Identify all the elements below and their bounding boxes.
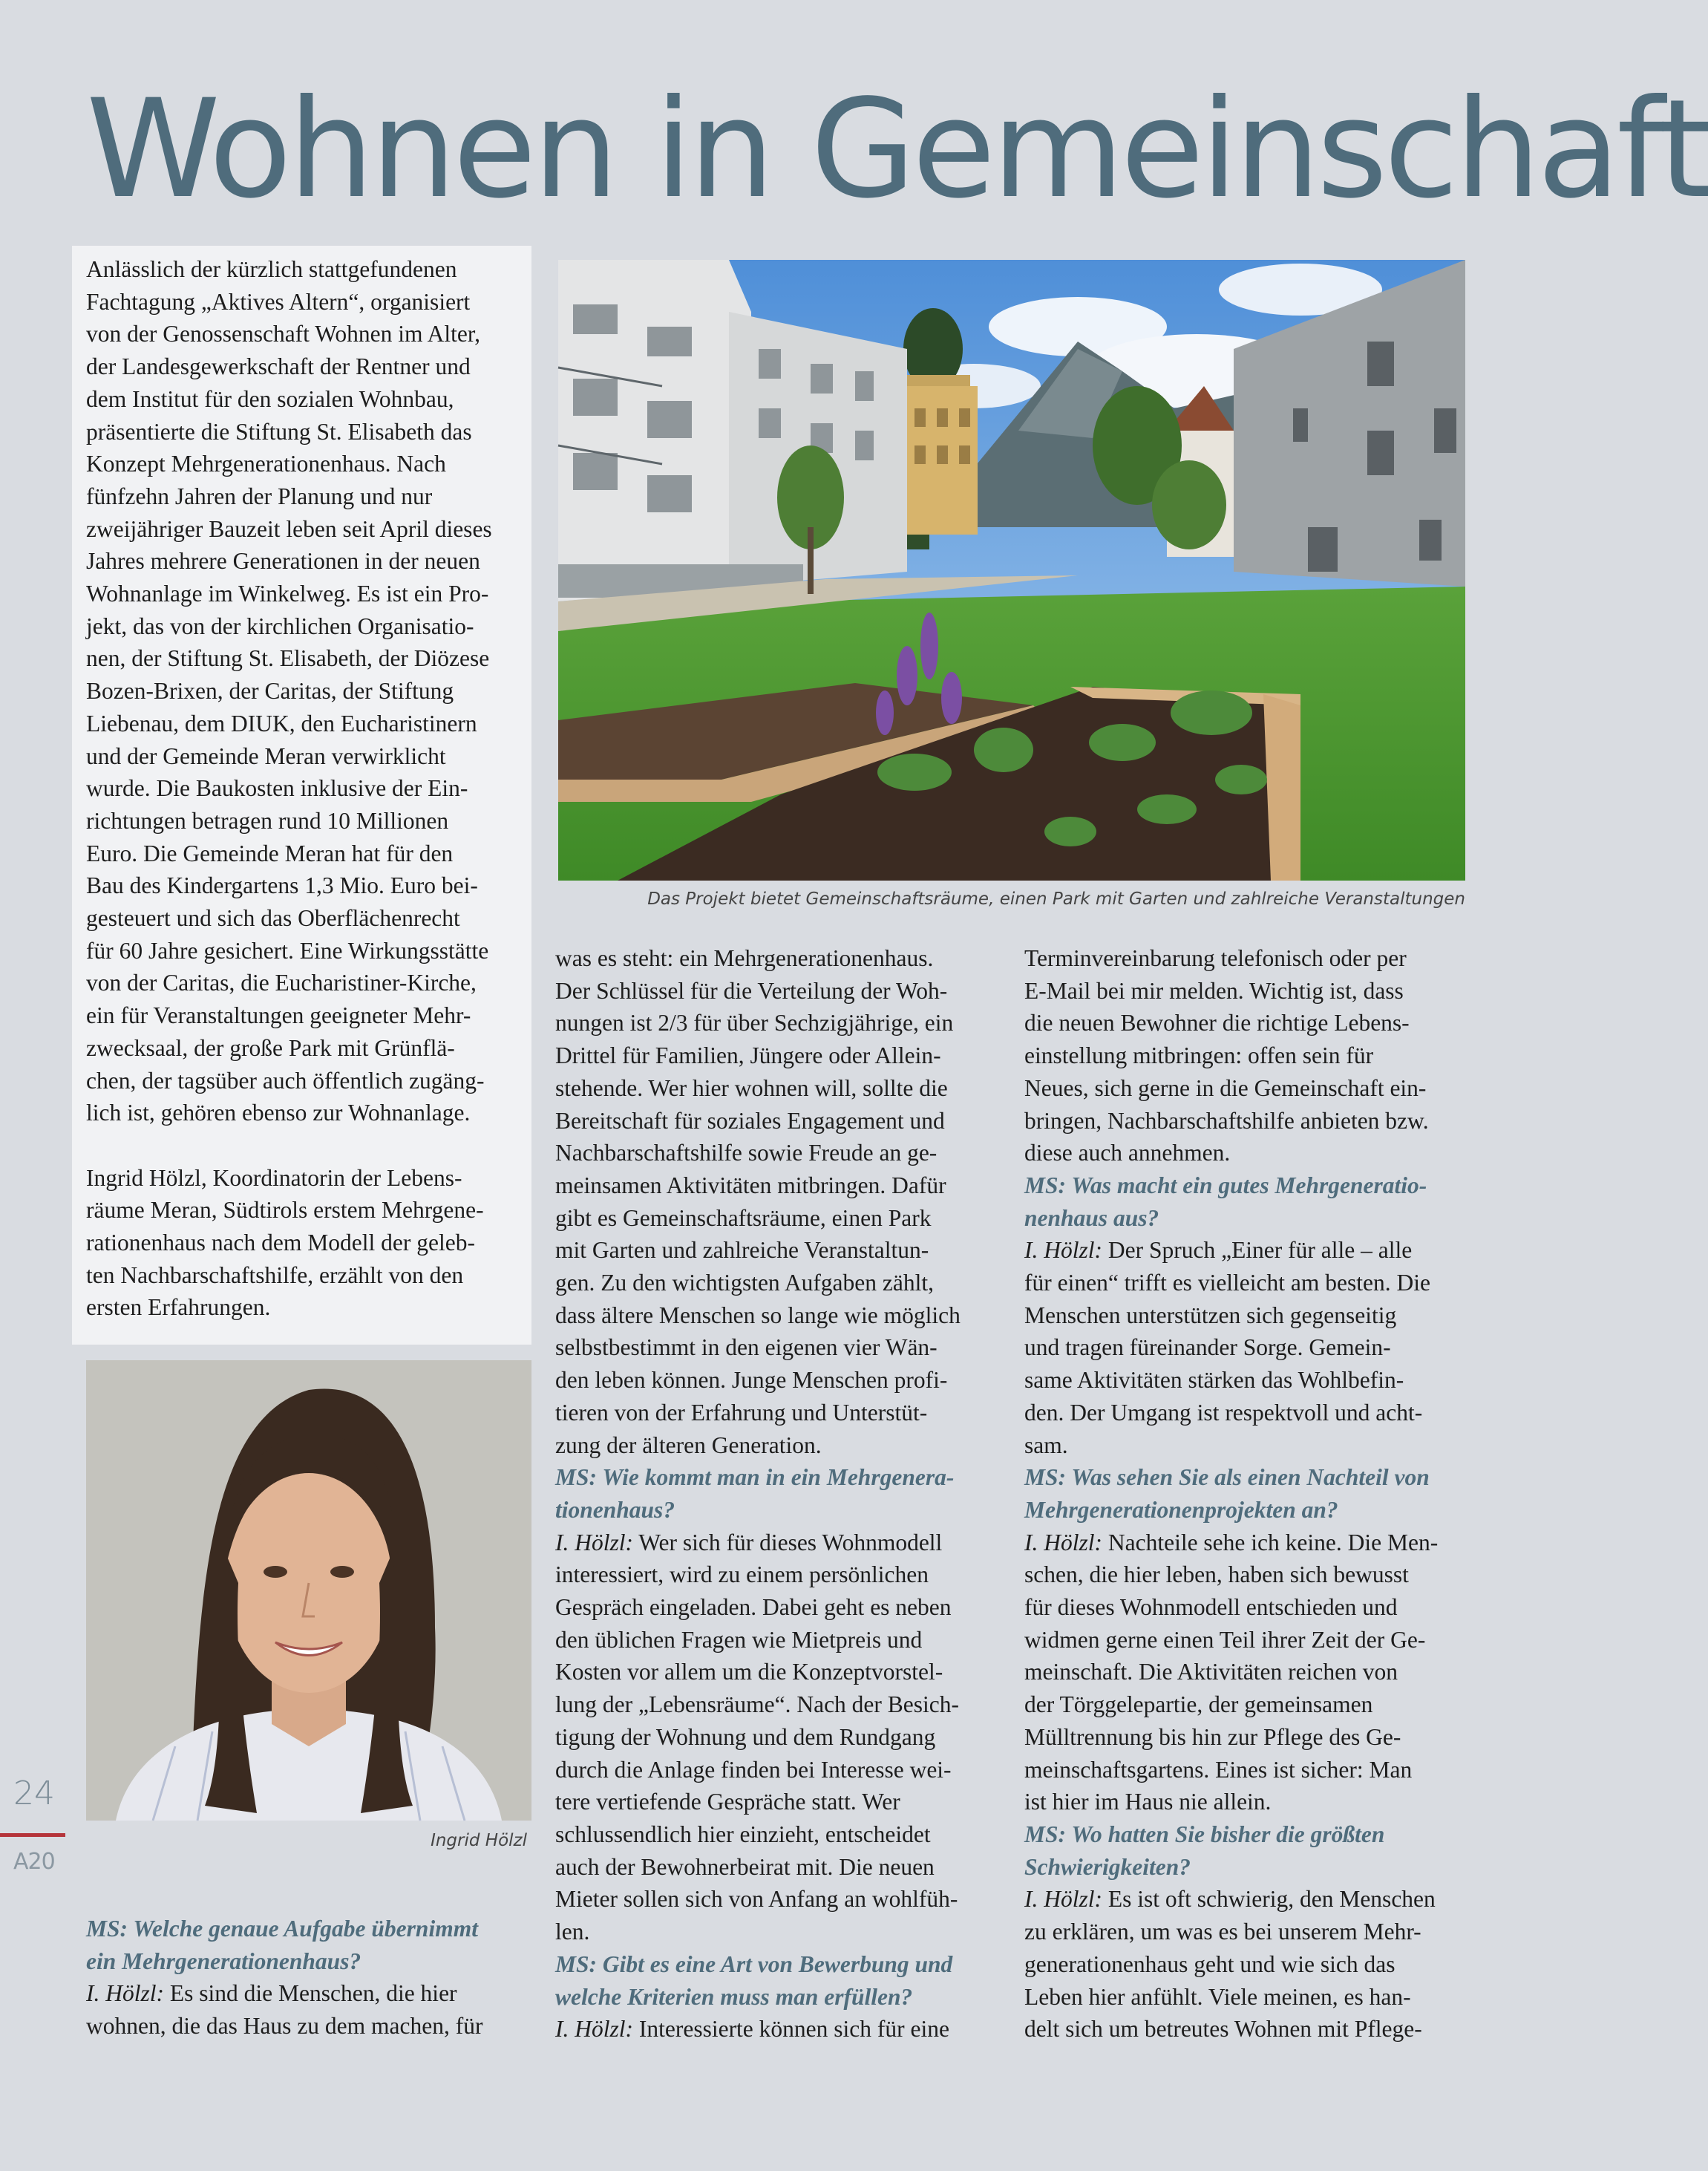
text-line: fünfzehn Jahren der Planung und nur xyxy=(86,483,433,509)
answer-5: I. Hölzl: Nachteile sehe ich keine. Die Men- schen, die hier leben, haben sich bewusst für dieses Wohnmodell entschieden und widmen gerne einen Teil ihrer Zeit der Ge- meinschaft. Die Aktivitäten reichen von der Törggelepartie, der gemeinsamen Mülltrennung bis hin zur Pflege des Ge- meinschaftsgartens. Eines ist sicher: Man ist hier im Haus nie allein. xyxy=(1024,1527,1462,1818)
text-line: Der Schlüssel für die Verteilung der Woh- xyxy=(555,977,948,1004)
speaker-label: I. Hölzl: xyxy=(555,2016,633,2043)
text-line: meinsamen Aktivitäten mitbringen. Dafür xyxy=(555,1172,946,1198)
text-line: für dieses Wohnmodell entschieden und xyxy=(1024,1594,1398,1621)
text-line: Kosten vor allem um die Konzeptvorstel- xyxy=(555,1659,943,1685)
question-3 xyxy=(555,1948,990,2013)
portrait-photo xyxy=(86,1360,531,1821)
text-line: Gespräch eingeladen. Dabei geht es neben xyxy=(555,1594,952,1621)
text-line: räume Meran, Südtirols erstem Mehrgene- xyxy=(86,1197,484,1224)
text-line: Menschen unterstützen sich gegenseitig xyxy=(1024,1302,1397,1328)
intro-paragraph xyxy=(86,253,520,1129)
text-line: von der Caritas, die Eucharistiner-Kirche, xyxy=(86,970,477,996)
text-line: meinschaftsgartens. Eines ist sicher: Man xyxy=(1024,1756,1413,1783)
text-line: Schwierigkeiten? xyxy=(1024,1853,1191,1880)
speaker-label: I. Hölzl: xyxy=(1024,1529,1102,1555)
portrait-frame xyxy=(86,1360,531,1821)
answer-4: I. Hölzl: Der Spruch „Einer für alle – alle für einen“ trifft es vielleicht am besten. Die Menschen unterstützen sich gegenseitig und tragen füreinander Sorge. Gemein- same Aktivitäten stärken das Wohlbefin- den. Der Umgang ist respektvoll und acht- sam. xyxy=(1024,1234,1462,1461)
text-line: Ingrid Hölzl, Koordinatorin der Lebens- xyxy=(86,1164,462,1191)
text-line: tere vertiefende Gespräche statt. Wer xyxy=(555,1789,900,1815)
text-line: Euro. Die Gemeinde Meran hat für den xyxy=(86,840,454,866)
text-line: mit Garten und zahlreiche Veranstaltun- xyxy=(555,1237,929,1264)
text-line: ein für Veranstaltungen geeigneter Mehr- xyxy=(86,1002,471,1029)
text-line: widmen gerne einen Teil ihrer Zeit der Ge- xyxy=(1024,1626,1426,1653)
question-1 xyxy=(86,1913,531,1977)
text-line: interessiert, wird zu einem persönlichen xyxy=(555,1561,929,1588)
text-line: der Törggelepartie, der gemeinsamen xyxy=(1024,1691,1373,1718)
text-line: bringen, Nachbarschaftshilfe anbieten bzw. xyxy=(1024,1107,1429,1134)
text-line: einstellung mitbringen: offen sein für xyxy=(1024,1042,1374,1069)
text-line: ist hier im Haus nie allein. xyxy=(1024,1789,1272,1815)
text-line: Mieter sollen sich von Anfang an wohlfüh- xyxy=(555,1886,958,1913)
text-line: Liebenau, dem DIUK, den Eucharistinern xyxy=(86,710,477,737)
text-line: MS: Was sehen Sie als einen Nachteil von xyxy=(1024,1464,1430,1491)
speaker-label: I. Hölzl: xyxy=(555,1529,633,1555)
answer-1: I. Hölzl: Es sind die Menschen, die hier wohnen, die das Haus zu dem machen, für xyxy=(86,1977,531,2042)
speaker-label: I. Hölzl: xyxy=(1024,1886,1102,1913)
question-5 xyxy=(1024,1461,1462,1526)
text-line: zung der älteren Generation. xyxy=(555,1431,822,1458)
text-line: nungen ist 2/3 für über Sechzigjährige, ein xyxy=(555,1010,954,1036)
text-line: wohnen, die das Haus zu dem machen, für xyxy=(86,2013,483,2040)
text-line: präsentierte die Stiftung St. Elisabeth das xyxy=(86,418,472,445)
column-1 xyxy=(86,253,520,1324)
text-line: Jahres mehrere Generationen in der neuen xyxy=(86,548,480,575)
text-line: von der Genossenschaft Wohnen im Alter, xyxy=(86,321,481,347)
text-line: gen. Zu den wichtigsten Aufgaben zählt, xyxy=(555,1270,934,1296)
text-line: Konzept Mehrgenerationenhaus. Nach xyxy=(86,451,446,477)
text-line: auch der Bewohnerbeirat mit. Die neuen xyxy=(555,1853,935,1880)
answer-2: I. Hölzl: Wer sich für dieses Wohnmodell interessiert, wird zu einem persönlichen Gespräch eingeladen. Dabei geht es neben den üblichen Fragen wie Mietpreis und Kosten vor allem um die Konzeptvorstel- lung der „Lebensräume“. Nach der Besich- tigung der Wohnung und dem Rundgang durch die Anlage finden bei Interesse wei- tere vertiefende Gespräche statt. Wer schlussendlich hier einzieht, entscheidet auch der Bewohnerbeirat mit. Die neuen Mieter sollen sich von Anfang an wohlfüh- len. xyxy=(555,1527,990,1948)
text-line: meinschaft. Die Aktivitäten reichen von xyxy=(1024,1659,1398,1685)
question-4 xyxy=(1024,1169,1462,1234)
text-line: Nachbarschaftshilfe sowie Freude an ge- xyxy=(555,1140,938,1166)
text-line: was es steht: ein Mehrgenerationenhaus. xyxy=(555,945,934,971)
text-line: jekt, das von der kirchlichen Organisatio- xyxy=(86,613,474,639)
text-line: den. Der Umgang ist respektvoll und acht- xyxy=(1024,1399,1423,1426)
text-line: durch die Anlage finden bei Interesse wei- xyxy=(555,1756,952,1783)
text-line: generationenhaus geht und wie sich das xyxy=(1024,1950,1395,1977)
page-number-rule xyxy=(0,1833,65,1837)
question-2 xyxy=(555,1461,990,1526)
text-line: den üblichen Fragen wie Mietpreis und xyxy=(555,1626,923,1653)
text-line: rationenhaus nach dem Modell der geleb- xyxy=(86,1230,475,1256)
text-line: stehende. Wer hier wohnen will, sollte die xyxy=(555,1074,948,1101)
text-line: MS: Wo hatten Sie bisher die größten xyxy=(1024,1821,1385,1847)
text-line: Bozen-Brixen, der Caritas, der Stiftung xyxy=(86,678,454,705)
text-line: nenhaus aus? xyxy=(1024,1204,1159,1231)
text-line: ein Mehrgenerationenhaus? xyxy=(86,1948,361,1974)
portrait-caption: Ingrid Hölzl xyxy=(431,1831,527,1850)
page-number: 24 xyxy=(13,1775,55,1812)
text-line: welche Kriterien muss man erfüllen? xyxy=(555,1983,913,2010)
text-line: Terminvereinbarung telefonisch oder per xyxy=(1024,945,1407,971)
text-line: MS: Was macht ein gutes Mehrgeneratio- xyxy=(1024,1172,1427,1198)
text-line: zweijähriger Bauzeit leben seit April dieses xyxy=(86,515,492,542)
text-line: diese auch annehmen. xyxy=(1024,1140,1231,1166)
speaker-label: I. Hölzl: xyxy=(1024,1237,1102,1264)
text-line: len. xyxy=(555,1919,590,1945)
text-line: Drittel für Familien, Jüngere oder Allein- xyxy=(555,1042,941,1069)
text-line: Mülltrennung bis hin zur Pflege des Ge- xyxy=(1024,1723,1401,1750)
text-line: ten Nachbarschaftshilfe, erzählt von den xyxy=(86,1261,464,1288)
text-line: zu erklären, um was es bei unserem Mehr- xyxy=(1024,1919,1421,1945)
answer-3: I. Hölzl: Interessierte können sich für eine xyxy=(555,2016,949,2043)
text-line: E-Mail bei mir melden. Wichtig ist, dass xyxy=(1024,977,1404,1004)
text-line: Fachtagung „Aktives Altern“, organisiert xyxy=(86,288,471,315)
text-line: gesteuert und sich das Oberflächenrecht xyxy=(86,905,460,932)
text-line: Leben hier anfühlt. Viele meinen, es han- xyxy=(1024,1983,1411,2010)
text-line: chen, der tagsüber auch öffentlich zugäng- xyxy=(86,1067,485,1094)
text-line: dem Institut für den sozialen Wohnbau, xyxy=(86,385,454,412)
page-title: Wohnen in Gemeinschaft xyxy=(86,71,1708,229)
text-line: zwecksaal, der große Park mit Grünflä- xyxy=(86,1034,455,1061)
text-line: Mehrgenerationenprojekten an? xyxy=(1024,1496,1338,1523)
text-line: Anlässlich der kürzlich stattgefundenen xyxy=(86,256,457,282)
answer-3-continued xyxy=(1024,942,1462,1169)
text-line: delt sich um betreutes Wohnen mit Pflege- xyxy=(1024,2016,1422,2043)
text-line: dass ältere Menschen so lange wie möglich xyxy=(555,1302,961,1328)
text-line: tigung der Wohnung und dem Rundgang xyxy=(555,1723,936,1750)
page-code: A20 xyxy=(13,1849,55,1875)
text-line: ersten Erfahrungen. xyxy=(86,1294,271,1321)
text-line: tieren von der Erfahrung und Unterstüt- xyxy=(555,1399,928,1426)
text-line: MS: Wie kommt man in ein Mehrgenera- xyxy=(555,1464,955,1491)
question-6 xyxy=(1024,1818,1462,1883)
text-line: lung der „Lebensräume“. Nach der Besich- xyxy=(555,1691,960,1718)
text-line: für einen“ trifft es vielleicht am besten. Die xyxy=(1024,1270,1430,1296)
text-line: Neues, sich gerne in die Gemeinschaft ein- xyxy=(1024,1074,1427,1101)
column-2 xyxy=(555,942,990,2046)
text-line: Bau des Kindergartens 1,3 Mio. Euro bei- xyxy=(86,872,478,899)
text-line: lich ist, gehören ebenso zur Wohnanlage. xyxy=(86,1100,471,1126)
speaker-label: I. Hölzl: xyxy=(86,1980,164,2007)
text-line: sam. xyxy=(1024,1431,1068,1458)
column-3 xyxy=(1024,942,1462,2046)
text-line: gibt es Gemeinschaftsräume, einen Park xyxy=(555,1204,932,1231)
text-line: schlussendlich hier einzieht, entscheidet xyxy=(555,1821,931,1847)
answer-1-continued xyxy=(555,942,990,1461)
text-line: wurde. Die Baukosten inklusive der Ein- xyxy=(86,775,468,802)
text-line: MS: Welche genaue Aufgabe übernimmt xyxy=(86,1916,478,1942)
text-line: der Landesgewerkschaft der Rentner und xyxy=(86,353,471,380)
interview-block-1 xyxy=(86,1913,531,2043)
intro-paragraph-2 xyxy=(86,1162,520,1325)
text-line: selbstbestimmt in den eigenen vier Wän- xyxy=(555,1334,938,1361)
text-line: den leben können. Junge Menschen profi- xyxy=(555,1367,948,1394)
text-line: nen, der Stiftung St. Elisabeth, der Diözese xyxy=(86,645,490,672)
text-line: Bereitschaft für soziales Engagement und xyxy=(555,1107,945,1134)
text-line: Wohnanlage im Winkelweg. Es ist ein Pro- xyxy=(86,581,489,607)
text-line: und der Gemeinde Meran verwirklicht xyxy=(86,742,446,769)
text-line: schen, die hier leben, haben sich bewusst xyxy=(1024,1561,1409,1588)
text-line: MS: Gibt es eine Art von Bewerbung und xyxy=(555,1950,953,1977)
answer-6: I. Hölzl: Es ist oft schwierig, den Menschen zu erklären, um was es bei unserem Mehr- generationenhaus geht und wie sich das Leben hier anfühlt. Viele meinen, es han- delt sich um betreutes Wohnen mit Pflege- xyxy=(1024,1883,1462,2046)
text-line: tionenhaus? xyxy=(555,1496,675,1523)
text-line: richtungen betragen rund 10 Millionen xyxy=(86,807,449,834)
garden-photo xyxy=(558,260,1465,881)
text-line: die neuen Bewohner die richtige Lebens- xyxy=(1024,1010,1410,1036)
text-line: für 60 Jahre gesichert. Eine Wirkungsstätte xyxy=(86,937,489,964)
text-line: same Aktivitäten stärken das Wohlbefin- xyxy=(1024,1367,1404,1394)
photo-caption: Das Projekt bietet Gemeinschaftsräume, einen Park mit Garten und zahlreiche Veranstaltungen xyxy=(647,889,1465,909)
text-line: und tragen füreinander Sorge. Gemein- xyxy=(1024,1334,1391,1361)
